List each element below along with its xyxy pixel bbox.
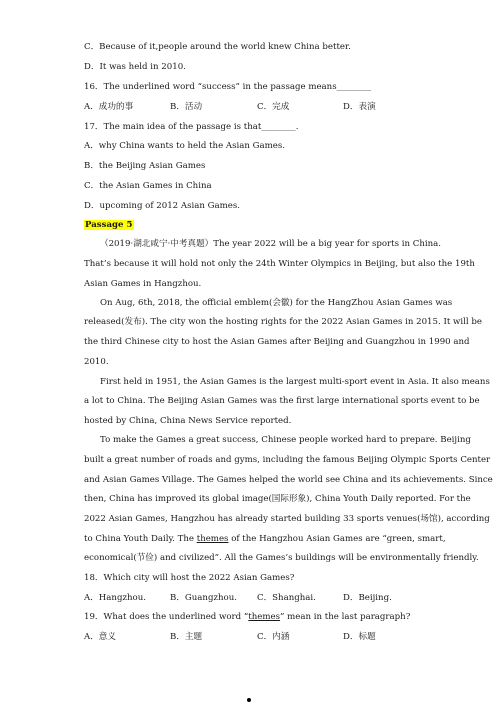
q15-option-d: D．It was held in 2010.	[84, 62, 186, 72]
q16-stem-word: success	[202, 82, 236, 92]
passage-line: hosted by China, China News Service reported.	[84, 416, 292, 426]
q19-stem	[84, 611, 410, 623]
page-marker-dot	[247, 698, 251, 702]
passage-line: First held in 1951, the Asian Games is the largest multi-sport event in Asia. It also means	[100, 377, 490, 387]
q19-option-d: D．标题	[343, 632, 376, 642]
passage-title	[84, 219, 134, 231]
q17-option-c: C．the Asian Games in China	[84, 181, 212, 191]
q18-option-b: B．Guangzhou.	[170, 593, 237, 603]
q16-stem-tail: ” in the passage means________	[235, 82, 371, 92]
q17-option-d: D．upcoming of 2012 Asian Games.	[84, 201, 240, 211]
q16-option-a: A．成功的事	[84, 102, 134, 112]
q18-option-c: C．Shanghai.	[257, 593, 316, 603]
q15-option-c: C．Because of it,people around the world knew China better.	[84, 42, 351, 52]
passage-line: the third Chinese city to host the Asian Games after Beijing and Guangzhou in 1990 and	[84, 337, 470, 347]
underlined-word: themes	[196, 534, 229, 544]
q17-stem: 17．The main idea of the passage is that________.	[84, 122, 299, 132]
q18-option-a: A．Hangzhou.	[84, 593, 146, 603]
passage-line: economical(节俭) and civilized”. All the Games’s buildings will be environmentally friendly.	[84, 553, 479, 563]
passage-line: 2010.	[84, 357, 109, 367]
q16-stem-text: 16．The underlined word “	[84, 82, 202, 92]
q19-option-c: C．内涵	[257, 632, 290, 642]
q19-underlined-word: themes	[248, 612, 281, 622]
q19-stem-text: 19．What does the underlined word “	[84, 612, 249, 622]
q17-option-b: B．the Beijing Asian Games	[84, 161, 206, 171]
q18-option-d: D．Beijing.	[343, 593, 392, 603]
passage-line: then, China has improved its global image(国际形象), China Youth Daily reported. For the	[84, 494, 471, 504]
passage-line: To make the Games a great success, Chinese people worked hard to prepare. Beijing	[100, 435, 471, 445]
passage-text: to China Youth Daily. The	[84, 534, 197, 544]
passage-line: a lot to China. The Beijing Asian Games was the first large international sports event to be	[84, 396, 480, 406]
passage-text: of the Hangzhou Asian Games are “green, smart,	[228, 534, 446, 544]
passage-line: 2022 Asian Games, Hangzhou has already started building 33 sports venues(场馆), according	[84, 514, 490, 524]
q18-stem: 18．Which city will host the 2022 Asian Games?	[84, 573, 295, 583]
q16-stem	[84, 81, 371, 93]
passage-line: and Asian Games Village. The Games helped the world see China and its achievements. Since	[84, 475, 493, 485]
passage-line: On Aug, 6th, 2018, the official emblem(会徽) for the HangZhou Asian Games was	[100, 298, 453, 308]
passage-line: released(发布). The city won the hosting rights for the 2022 Asian Games in 2015. It will be	[84, 317, 482, 327]
q16-option-d: D．表演	[343, 102, 376, 112]
q19-option-b: B．主题	[170, 632, 203, 642]
q16-option-c: C．完成	[257, 102, 290, 112]
q17-option-a: A．why China wants to held the Asian Games.	[84, 141, 286, 151]
passage-line: （2019·湖北咸宁·中考真题）The year 2022 will be a big year for sports in China.	[100, 239, 442, 249]
q19-stem-tail: ” mean in the last paragraph?	[280, 612, 411, 622]
passage-line: built a great number of roads and gyms, including the famous Beijing Olympic Sports Center	[84, 455, 491, 465]
q16-option-b: B．活动	[170, 102, 203, 112]
passage-line: Asian Games in Hangzhou.	[84, 279, 202, 289]
passage-line: That’s because it will hold not only the 24th Winter Olympics in Beijing, but also the 19th	[84, 259, 475, 269]
q19-option-a: A．意义	[84, 632, 116, 642]
passage-line	[84, 533, 446, 545]
passage-title-label: Passage 5	[85, 220, 133, 230]
